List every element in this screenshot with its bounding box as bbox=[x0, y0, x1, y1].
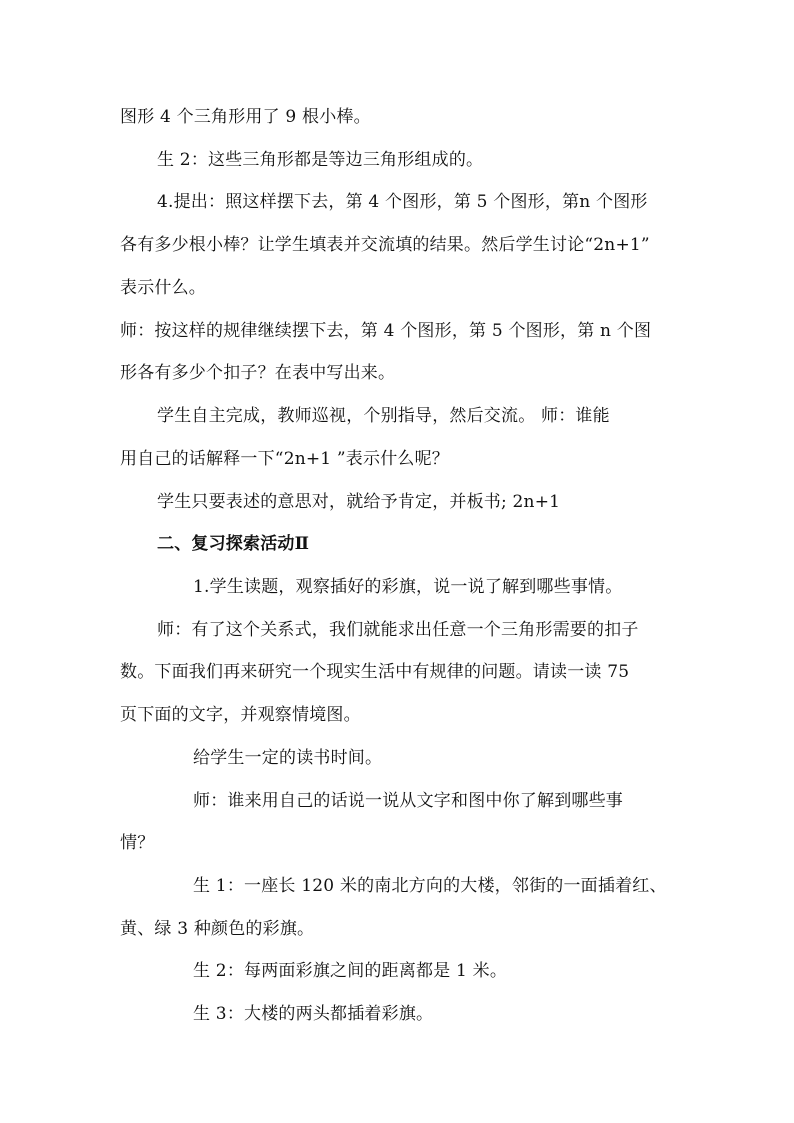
text-line: 学生自主完成，教师巡视，个别指导，然后交流。 师：谁能 bbox=[157, 406, 610, 426]
text-line: 1.学生读题，观察插好的彩旗，说一说了解到哪些事情。 bbox=[193, 577, 623, 597]
text-line: 图形 4 个三角形用了 9 根小棒。 bbox=[120, 107, 371, 127]
text-line: 生 2：每两面彩旗之间的距离都是 1 米。 bbox=[193, 961, 508, 981]
text-line: 生 1：一座长 120 米的南北方向的大楼，邻街的一面插着红、 bbox=[193, 876, 667, 896]
section-heading: 二、复习探索活动Ⅱ bbox=[157, 534, 310, 554]
text-line: 页下面的文字，并观察情境图。 bbox=[120, 705, 361, 725]
text-line: 各有多少根小棒？让学生填表并交流填的结果。然后学生讨论“2n+1” bbox=[120, 235, 650, 255]
text-line: 给学生一定的读书时间。 bbox=[193, 748, 383, 768]
text-line: 4.提出：照这样摆下去，第 4 个图形，第 5 个图形，第n 个图形 bbox=[157, 192, 648, 212]
text-line: 学生只要表述的意思对，就给予肯定，并板书; 2n+1 bbox=[157, 492, 561, 512]
text-line: 生 2：这些三角形都是等边三角形组成的。 bbox=[157, 150, 484, 170]
text-line: 师：按这样的规律继续摆下去，第 4 个图形，第 5 个图形，第 n 个图 bbox=[120, 321, 652, 341]
text-line: 用自己的话解释一下“2n+1 ”表示什么呢？ bbox=[120, 449, 450, 469]
text-line: 生 3：大楼的两头都插着彩旗。 bbox=[193, 1004, 434, 1024]
text-line: 师：有了这个关系式，我们就能求出任意一个三角形需要的扣子 bbox=[157, 620, 639, 640]
text-line: 形各有多少个扣子？在表中写出来。 bbox=[120, 363, 396, 383]
text-line: 师：谁来用自己的话说一说从文字和图中你了解到哪些事 bbox=[193, 791, 623, 811]
text-line: 黄、绿 3 种颜色的彩旗。 bbox=[120, 919, 315, 939]
text-line: 数。下面我们再来研究一个现实生活中有规律的问题。请读一读 75 bbox=[120, 662, 630, 682]
text-line: 表示什么。 bbox=[120, 278, 206, 298]
text-line: 情？ bbox=[120, 833, 155, 853]
